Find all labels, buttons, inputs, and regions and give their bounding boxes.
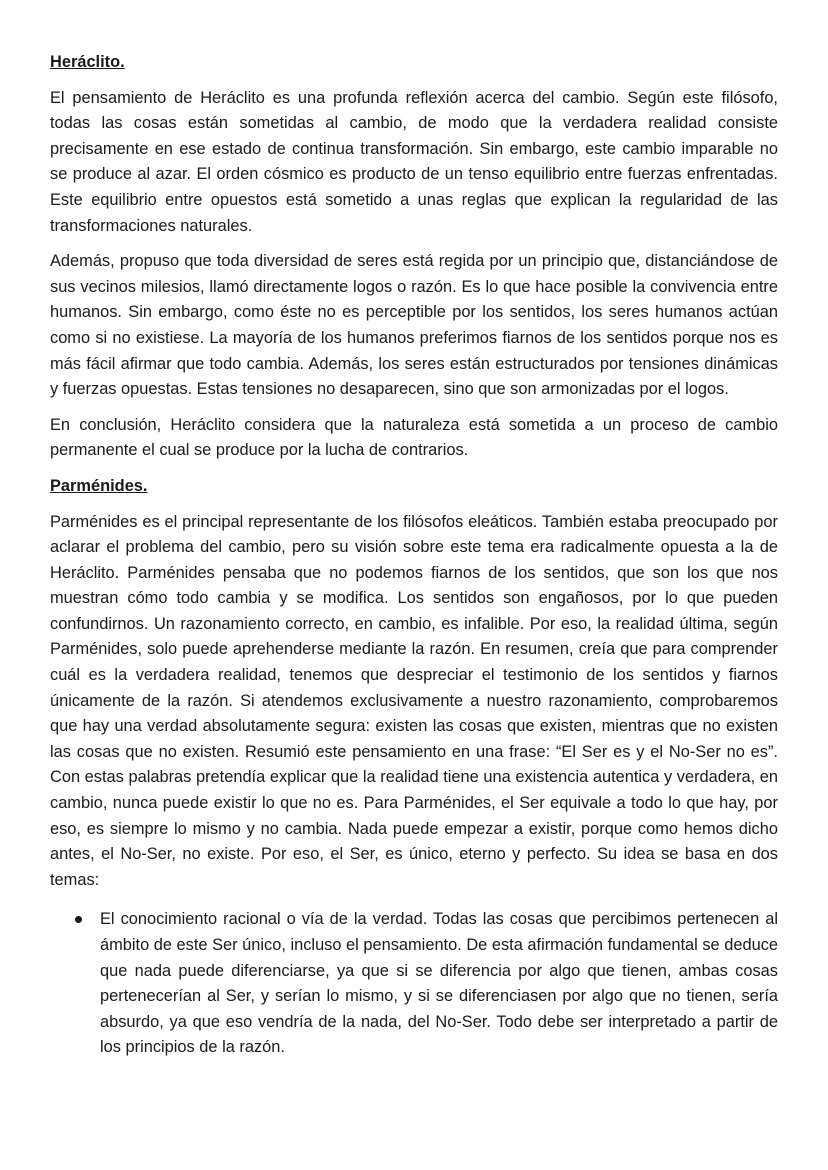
paragraph: Además, propuso que toda diversidad de seres está regida por un principio que, distanciándose de sus vecinos milesios, llamó directamente logos o razón. Es lo que hace posible la convivencia entre humanos. Sin embargo, como éste no es perceptible por los sentidos, los seres humanos actúan como si no existiese. La mayoría de los humanos preferimos fiarnos de los sentidos porque nos es más fácil afirmar que todo cambia. Además, los seres están estructurados por tensiones dinámicas y fuerzas opuestas. Estas tensiones no desaparecen, sino que son armonizadas por el logos. [50, 252, 778, 399]
section-heading-heraclito: Heráclito. [50, 53, 125, 71]
paragraph: En conclusión, Heráclito considera que la naturaleza está sometida a un proceso de cambio permanente el cual se produce por la lucha de contrarios. [50, 415, 778, 460]
list-item-text: El conocimiento racional o vía de la verdad. Todas las cosas que percibimos pertenecen al ámbito de este Ser único, incluso el pensamiento. De esta afirmación fundamental se deduce que nada puede diferenciarse, ya que si se diferencia por algo que tienen, ambas cosas pertenecerían al Ser, y serían lo mismo, y si se diferenciasen por algo que no tienen, sería absurdo, ya que eso vendría de la nada, del No-Ser. Todo debe ser interpretado a partir de los principios de la razón. [100, 910, 778, 1057]
list-item [100, 907, 778, 1061]
paragraph: Parménides es el principal representante de los filósofos eleáticos. También estaba preocupado por aclarar el problema del cambio, pero su visión sobre este tema era radicalmente opuesta a la de Heráclito. Parménides pensaba que no podemos fiarnos de los sentidos, que son los que nos muestran cómo todo cambia y se modifica. Los sentidos son engañosos, por lo que pueden confundirnos. Un razonamiento correcto, en cambio, es infalible. Por eso, la realidad última, según Parménides, solo puede aprehenderse mediante la razón. En resumen, creía que para comprender cuál es la verdadera realidad, tenemos que despreciar el testimonio de los sentidos y fiarnos únicamente de la razón. Si atendemos exclusivamente a nuestro razonamiento, comprobaremos que hay una verdad absolutamente segura: existen las cosas que existen, mientras que no existen las cosas que no existen. Resumió este pensamiento en una frase: “El Ser es y el No-Ser no es”. Con estas palabras pretendía explicar que la realidad tiene una existencia autentica y verdadera, en cambio, nunca puede existir lo que no es. Para Parménides, el Ser equivale a todo lo que hay, por eso, es siempre lo mismo y no cambia. Nada puede empezar a existir, porque como hemos dicho antes, el No-Ser, no existe. Por eso, el Ser, es único, eterno y perfecto. Su idea se basa en dos temas: [50, 512, 778, 889]
bullet-icon [75, 916, 82, 923]
bullet-list [50, 907, 778, 1061]
document-page [50, 50, 778, 1061]
paragraph: El pensamiento de Heráclito es una profunda reflexión acerca del cambio. Según este filósofo, todas las cosas están sometidas al cambio, de modo que la verdadera realidad consiste precisamente en ese estado de continua transformación. Sin embargo, este cambio imparable no se produce al azar. El orden cósmico es producto de un tenso equilibrio entre fuerzas enfrentadas. Este equilibrio entre opuestos está sometido a unas reglas que explican la regularidad de las transformaciones naturales. [50, 88, 778, 235]
section-heading-parmenides: Parménides. [50, 476, 148, 495]
